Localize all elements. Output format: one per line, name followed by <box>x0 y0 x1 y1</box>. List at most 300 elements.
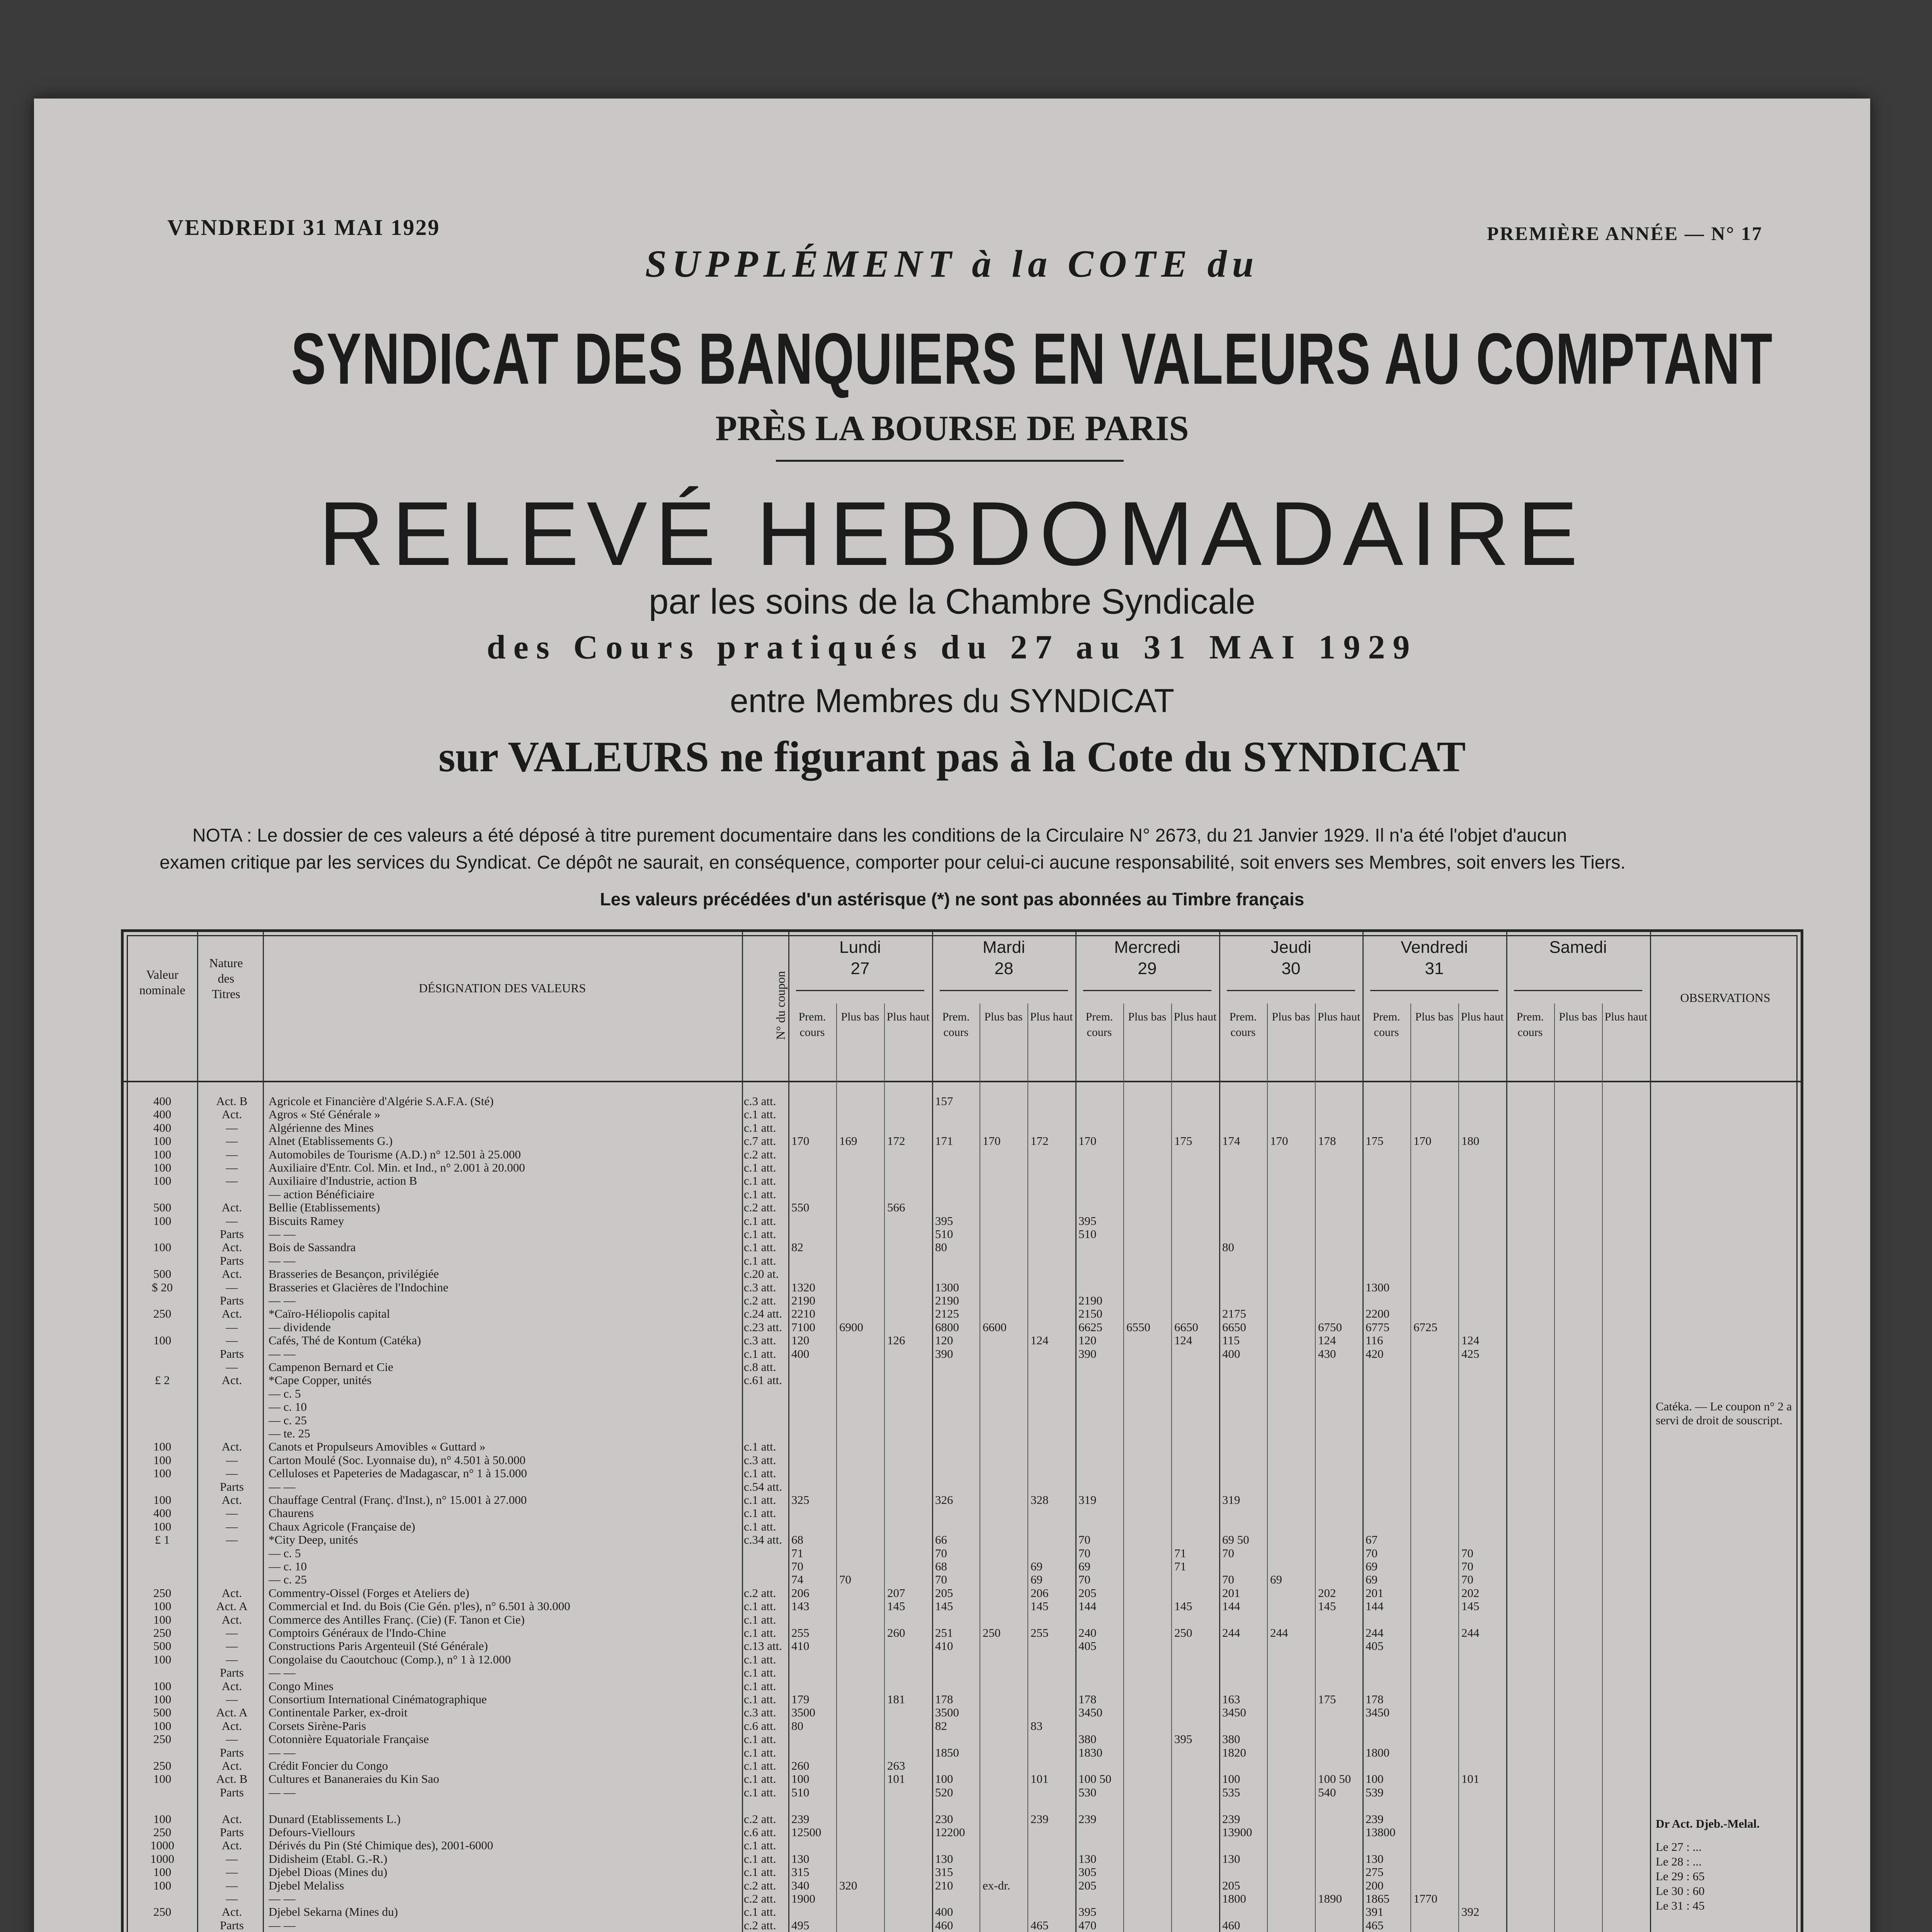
cell: c.1 att. <box>744 1679 776 1693</box>
col-designation: DÉSIGNATION DES VALEURS <box>418 981 586 995</box>
cell: 3500 <box>791 1706 815 1719</box>
sub-header: Plus haut <box>1461 1010 1504 1023</box>
cell: Dérivés du Pin (Sté Chimique des), 2001-6000 <box>269 1838 493 1852</box>
cell: Canots et Propulseurs Amovibles « Guttard » <box>269 1440 486 1453</box>
cell: Act. <box>221 1759 242 1772</box>
cell: 395 <box>935 1214 953 1228</box>
table-row <box>124 1240 1795 1254</box>
cell: 3450 <box>1078 1706 1102 1719</box>
sub-header: Prem. cours <box>1516 1010 1544 1039</box>
cell: c.54 att. <box>744 1480 782 1493</box>
table-row <box>124 1865 1795 1879</box>
cell: 244 <box>1270 1626 1288 1639</box>
cell: £ 1 <box>155 1533 170 1546</box>
cell: 263 <box>887 1759 905 1772</box>
cell: c.8 att. <box>744 1360 776 1374</box>
cell: c.1 att. <box>744 1227 776 1241</box>
cell: Act. <box>221 1240 242 1254</box>
cell: c.61 att. <box>744 1373 782 1387</box>
cell: 210 <box>935 1879 953 1892</box>
table-row <box>124 1427 1795 1440</box>
cell: 100 <box>153 1599 172 1613</box>
table-row <box>124 1918 1795 1932</box>
cell: 82 <box>791 1240 803 1254</box>
cell: 460 <box>1222 1918 1240 1932</box>
cell: 1830 <box>1078 1746 1102 1759</box>
table-row <box>124 1879 1795 1892</box>
table-row <box>124 1440 1795 1453</box>
sub-header: Prem. cours <box>1085 1010 1113 1039</box>
cell: Auxiliaire d'Entr. Col. Min. et Ind., n° 2.001 à 20.000 <box>269 1161 525 1174</box>
cell: Congolaise du Caoutchouc (Comp.), n° 1 à 12.000 <box>269 1653 511 1666</box>
cell: c.34 att. <box>744 1533 782 1546</box>
cell: c.3 att. <box>744 1333 776 1347</box>
cell: 71 <box>791 1546 803 1560</box>
cell: 80 <box>791 1719 803 1733</box>
cell: Bellie (Etablissements) <box>269 1201 380 1214</box>
cell: 13900 <box>1222 1825 1252 1839</box>
cell: 170 <box>791 1134 810 1148</box>
cell: 170 <box>1413 1134 1432 1148</box>
cell: c.3 att. <box>744 1706 776 1719</box>
cell: 175 <box>1174 1134 1192 1148</box>
cell: 244 <box>1366 1626 1384 1639</box>
cell: 250 <box>153 1905 172 1918</box>
cell: Act. <box>221 1905 242 1918</box>
cell: 100 <box>153 1812 172 1826</box>
cell: 391 <box>1366 1905 1384 1918</box>
cell: 120 <box>791 1333 810 1347</box>
table-row <box>124 1387 1795 1400</box>
cell: Brasseries de Besançon, privilégiée <box>269 1267 439 1281</box>
col-nature: Nature des Titres <box>209 956 243 1001</box>
day-name-2: Mercredi <box>1114 938 1180 957</box>
cell: c.1 att. <box>744 1852 776 1866</box>
cell: 2190 <box>791 1294 815 1307</box>
cell: 201 <box>1366 1586 1384 1600</box>
cell: 465 <box>1031 1918 1049 1932</box>
table-row <box>124 1281 1795 1294</box>
cell: 83 <box>1031 1719 1043 1733</box>
cell: 100 <box>153 1772 172 1786</box>
cell: Djebel Melaliss <box>269 1879 344 1892</box>
cell: — c. 10 <box>269 1400 307 1413</box>
cell: c.13 att. <box>744 1639 782 1653</box>
valeurs-line: sur VALEURS ne figurant pas à la Cote du SYNDICAT <box>438 733 1466 781</box>
cell: Act. <box>221 1493 242 1507</box>
cell: Corsets Sirène-Paris <box>269 1719 366 1733</box>
cell: 70 <box>1461 1546 1473 1560</box>
cell: 70 <box>1078 1533 1090 1546</box>
table-row <box>124 1812 1795 1826</box>
cell: 100 <box>153 1520 172 1533</box>
cell: — <box>226 1732 238 1746</box>
cell: c.6 att. <box>744 1719 776 1733</box>
cell: Act. <box>221 1307 242 1320</box>
cours-line: des Cours pratiqués du 27 au 31 MAI 1929 <box>486 629 1418 666</box>
cell: 124 <box>1461 1333 1480 1347</box>
cell: 400 <box>1222 1347 1240 1361</box>
cell: Chaux Agricole (Française de) <box>269 1520 415 1533</box>
cell: Commerce des Antilles Franç. (Cie) (F. Tanon et Cie) <box>269 1613 525 1626</box>
cell: — <box>226 1879 238 1892</box>
cell: 500 <box>153 1201 172 1214</box>
cell: 1865 <box>1366 1892 1389 1905</box>
table-row <box>124 1666 1795 1679</box>
cell: 250 <box>153 1586 172 1600</box>
cell: 6900 <box>839 1320 863 1334</box>
col-valeur: Valeur nominale <box>139 968 185 997</box>
table-row <box>124 1307 1795 1320</box>
sub-header: Plus haut <box>886 1010 930 1023</box>
cell: 207 <box>887 1586 905 1600</box>
cell: 3500 <box>935 1706 959 1719</box>
cell: 539 <box>1366 1786 1384 1799</box>
cell: 100 <box>1366 1772 1384 1786</box>
cell: 550 <box>791 1201 810 1214</box>
cell: 69 50 <box>1222 1533 1249 1546</box>
sub-header: Plus bas <box>1128 1010 1167 1023</box>
cell: Congo Mines <box>269 1679 333 1693</box>
cell: 250 <box>153 1732 172 1746</box>
table-row <box>124 1320 1795 1334</box>
cell: Act. B <box>216 1772 248 1786</box>
cell: 255 <box>1031 1626 1049 1639</box>
cell: Act. <box>221 1586 242 1600</box>
cell: 144 <box>1366 1599 1384 1613</box>
cell: 145 <box>1318 1599 1336 1613</box>
day-name-0: Lundi <box>839 938 881 957</box>
sub-header: Plus bas <box>1272 1010 1310 1023</box>
cell: 205 <box>1078 1586 1097 1600</box>
col-observations: OBSERVATIONS <box>1680 991 1770 1005</box>
cell: — — <box>269 1746 296 1759</box>
cell: 315 <box>791 1865 810 1879</box>
cell: 390 <box>1078 1347 1097 1361</box>
cell: *Cape Copper, unités <box>269 1373 372 1387</box>
cell: c.1 att. <box>744 1254 776 1267</box>
cell: 157 <box>935 1094 953 1108</box>
cell: 6775 <box>1366 1320 1389 1334</box>
cell: 101 <box>1031 1772 1049 1786</box>
cell: 100 50 <box>1078 1772 1112 1786</box>
cell: 178 <box>1318 1134 1336 1148</box>
table-row <box>124 1732 1795 1746</box>
table-row <box>124 1347 1795 1361</box>
cell: — c. 10 <box>269 1560 307 1573</box>
cell: Celluloses et Papeteries de Madagascar, n° 1 à 15.000 <box>269 1466 527 1480</box>
cell: Parts <box>220 1786 244 1799</box>
cell: 70 <box>1222 1573 1234 1586</box>
cell: — — <box>269 1666 296 1679</box>
cell: c.2 att. <box>744 1201 776 1214</box>
cell: Defours-Viellours <box>269 1825 355 1839</box>
cell: 174 <box>1222 1134 1240 1148</box>
sub-header: Prem. cours <box>798 1010 826 1039</box>
cell: 175 <box>1318 1692 1336 1706</box>
cell: 230 <box>935 1812 953 1826</box>
cell: 200 <box>1366 1879 1384 1892</box>
asterisk-note: Les valeurs précédées d'un astérisque (*) ne sont pas abonnées au Timbre français <box>600 889 1304 909</box>
cell: 400 <box>153 1094 172 1108</box>
cell: 1000 <box>150 1852 174 1866</box>
cell: — <box>226 1214 238 1228</box>
cell: 1320 <box>791 1281 815 1294</box>
cell: Parts <box>220 1666 244 1679</box>
cell: 206 <box>1031 1586 1049 1600</box>
cell: 239 <box>1366 1812 1384 1826</box>
cell: 145 <box>1461 1599 1480 1613</box>
cell: 7100 <box>791 1320 815 1334</box>
cell: c.1 att. <box>744 1746 776 1759</box>
cell: 500 <box>153 1267 172 1281</box>
cell: — dividende <box>269 1320 331 1334</box>
cell: — c. 25 <box>269 1573 307 1586</box>
cell: 68 <box>935 1560 947 1573</box>
header-issue: PREMIÈRE ANNÉE — N° 17 <box>1487 223 1763 244</box>
cell: Parts <box>220 1227 244 1241</box>
table-row <box>124 1852 1795 1866</box>
observation-note: Le 28 : ... <box>1656 1855 1702 1868</box>
table-row <box>124 1719 1795 1733</box>
bourse-subtitle: PRÈS LA BOURSE DE PARIS <box>715 408 1189 448</box>
cell: 400 <box>153 1107 172 1121</box>
cell: 1300 <box>935 1281 959 1294</box>
cell: 1770 <box>1413 1892 1437 1905</box>
cell: 1300 <box>1366 1281 1389 1294</box>
cell: 100 50 <box>1318 1772 1351 1786</box>
table-row <box>124 1254 1795 1267</box>
cell: *Caïro-Héliopolis capital <box>269 1307 390 1320</box>
table-row <box>124 1466 1795 1480</box>
cell: Parts <box>220 1347 244 1361</box>
cell: 116 <box>1366 1333 1383 1347</box>
cell: 100 <box>153 1653 172 1666</box>
cell: Didisheim (Etabl. G.-R.) <box>269 1852 388 1866</box>
cell: 250 <box>153 1307 172 1320</box>
cell: c.1 att. <box>744 1732 776 1746</box>
table-row <box>124 1373 1795 1387</box>
cell: Act. <box>221 1267 242 1281</box>
cell: 400 <box>153 1506 172 1520</box>
cell: 120 <box>935 1333 953 1347</box>
cell: 400 <box>935 1905 953 1918</box>
cell: c.1 att. <box>744 1905 776 1918</box>
cell: Act. <box>221 1613 242 1626</box>
cell: 69 <box>1078 1560 1090 1573</box>
cell: 2190 <box>935 1294 959 1307</box>
cell: 510 <box>1078 1227 1097 1241</box>
observation-note: Le 30 : 60 <box>1656 1884 1705 1898</box>
cell: 130 <box>935 1852 953 1866</box>
table-row <box>124 1360 1795 1374</box>
cell: 163 <box>1222 1692 1240 1706</box>
cell: 250 <box>153 1626 172 1639</box>
table-row <box>124 1333 1795 1347</box>
table-row <box>124 1599 1795 1613</box>
cell: 244 <box>1222 1626 1240 1639</box>
cell: 201 <box>1222 1586 1240 1600</box>
sub-header: Plus bas <box>984 1010 1023 1023</box>
day-number-4: 31 <box>1425 959 1444 978</box>
cell: Parts <box>220 1294 244 1307</box>
table-row <box>124 1560 1795 1573</box>
cell: Brasseries et Glacières de l'Indochine <box>269 1281 449 1294</box>
cell: 70 <box>1461 1560 1473 1573</box>
cell: 1850 <box>935 1746 959 1759</box>
table-row <box>124 1520 1795 1533</box>
cell: 181 <box>887 1692 905 1706</box>
cell: 100 <box>935 1772 953 1786</box>
cell: 510 <box>935 1227 953 1241</box>
cell: 240 <box>1078 1626 1097 1639</box>
cell: 410 <box>791 1639 810 1653</box>
supplement-title: SUPPLÉMENT à la COTE du <box>645 242 1259 285</box>
cell: c.2 att. <box>744 1879 776 1892</box>
cell: 71 <box>1174 1560 1186 1573</box>
cell: 205 <box>1222 1879 1240 1892</box>
cell: Djebel Dioas (Mines du) <box>269 1865 388 1879</box>
table-row <box>124 1706 1795 1719</box>
cell: c.24 att. <box>744 1307 782 1320</box>
table-row <box>124 1174 1795 1187</box>
cell: 100 <box>153 1865 172 1879</box>
cell: Parts <box>220 1825 244 1839</box>
cell: 405 <box>1078 1639 1097 1653</box>
cell: 530 <box>1078 1786 1097 1799</box>
cell: 115 <box>1222 1333 1240 1347</box>
cell: Parts <box>220 1480 244 1493</box>
cell: 145 <box>887 1599 905 1613</box>
day-brace-2 <box>1083 990 1211 991</box>
cell: c.1 att. <box>744 1786 776 1799</box>
cell: 130 <box>1366 1852 1384 1866</box>
cell: — <box>226 1852 238 1866</box>
cell: 315 <box>935 1865 953 1879</box>
cell: Cafés, Thé de Kontum (Catéka) <box>269 1333 421 1347</box>
col-coupon: N° du coupon <box>774 971 787 1040</box>
cell: 380 <box>1078 1732 1097 1746</box>
cell: 100 <box>153 1493 172 1507</box>
day-number-0: 27 <box>850 959 870 978</box>
cell: Parts <box>220 1918 244 1932</box>
table-row <box>124 1094 1795 1108</box>
cell: 100 <box>153 1466 172 1480</box>
day-brace-1 <box>940 990 1068 991</box>
cell: 392 <box>1461 1905 1480 1918</box>
cell: Act. <box>221 1838 242 1852</box>
cell: 124 <box>1031 1333 1049 1347</box>
cell: — <box>226 1865 238 1879</box>
cell: c.1 att. <box>744 1865 776 1879</box>
table-row <box>124 1626 1795 1639</box>
cell: 400 <box>791 1347 810 1361</box>
cell: 1820 <box>1222 1746 1246 1759</box>
soins-line: par les soins de la Chambre Syndicale <box>649 582 1255 621</box>
cell: 71 <box>1174 1546 1186 1560</box>
cell: 495 <box>791 1918 810 1932</box>
table-row <box>124 1121 1795 1134</box>
cell: 275 <box>1366 1865 1384 1879</box>
cell: 69 <box>1270 1573 1282 1586</box>
cell: 6750 <box>1318 1320 1342 1334</box>
cell: 70 <box>935 1573 947 1586</box>
cell: c.1 att. <box>744 1772 776 1786</box>
cell: — — <box>269 1254 296 1267</box>
cell: Parts <box>220 1254 244 1267</box>
cell: 395 <box>1078 1214 1097 1228</box>
cell: 180 <box>1461 1134 1480 1148</box>
cell: 205 <box>935 1586 953 1600</box>
cell: 500 <box>153 1639 172 1653</box>
cell: c.1 att. <box>744 1493 776 1507</box>
cell: 420 <box>1366 1347 1384 1361</box>
cell: Bois de Sassandra <box>269 1240 356 1254</box>
cell: c.2 att. <box>744 1148 776 1161</box>
day-brace-3 <box>1227 990 1355 991</box>
cell: 70 <box>935 1546 947 1560</box>
cell: 325 <box>791 1493 810 1507</box>
table-row <box>124 1148 1795 1161</box>
cell: 2190 <box>1078 1294 1102 1307</box>
cell: 3450 <box>1366 1706 1389 1719</box>
sub-header: Prem. cours <box>1372 1010 1400 1039</box>
cell: Dunard (Etablissements L.) <box>269 1812 401 1826</box>
sub-header: Prem. cours <box>1229 1010 1257 1039</box>
cell: c.1 att. <box>744 1506 776 1520</box>
cell: — <box>226 1134 238 1148</box>
cell: 1800 <box>1366 1746 1389 1759</box>
cell: — — <box>269 1918 296 1932</box>
cell: 143 <box>791 1599 810 1613</box>
observation-note: Dr Act. Djeb.-Melal. <box>1656 1817 1760 1830</box>
cell: 425 <box>1461 1347 1480 1361</box>
cell: 179 <box>791 1692 810 1706</box>
table-row <box>124 1759 1795 1772</box>
table-row <box>124 1772 1795 1786</box>
table-row <box>124 1892 1795 1905</box>
cell: 130 <box>1222 1852 1240 1866</box>
sub-header: Plus bas <box>1559 1010 1597 1023</box>
membres-line: entre Membres du SYNDICAT <box>730 682 1175 719</box>
cell: Act. B <box>216 1094 248 1108</box>
day-number-1: 28 <box>994 959 1014 978</box>
cell: Act. <box>221 1440 242 1453</box>
cell: 100 <box>153 1719 172 1733</box>
cell: c.1 att. <box>744 1599 776 1613</box>
cell: 395 <box>1174 1732 1192 1746</box>
table-row <box>124 1533 1795 1546</box>
cell: Continentale Parker, ex-droit <box>269 1706 408 1719</box>
cell: 319 <box>1078 1493 1097 1507</box>
cell: 70 <box>839 1573 851 1586</box>
sub-header: Plus bas <box>841 1010 879 1023</box>
day-name-3: Jeudi <box>1270 938 1311 957</box>
cell: — <box>226 1466 238 1480</box>
cell: 239 <box>791 1812 810 1826</box>
cell: 74 <box>791 1573 803 1586</box>
cell: Carton Moulé (Soc. Lyonnaise du), n° 4.501 à 50.000 <box>269 1453 526 1467</box>
cell: 170 <box>1270 1134 1288 1148</box>
cell: 206 <box>791 1586 810 1600</box>
cell: 100 <box>153 1161 172 1174</box>
cell: 250 <box>153 1759 172 1772</box>
table-row <box>124 1573 1795 1586</box>
cell: c.3 att. <box>744 1453 776 1467</box>
cell: 251 <box>935 1626 953 1639</box>
table-row <box>124 1480 1795 1493</box>
cell: c.6 att. <box>744 1825 776 1839</box>
